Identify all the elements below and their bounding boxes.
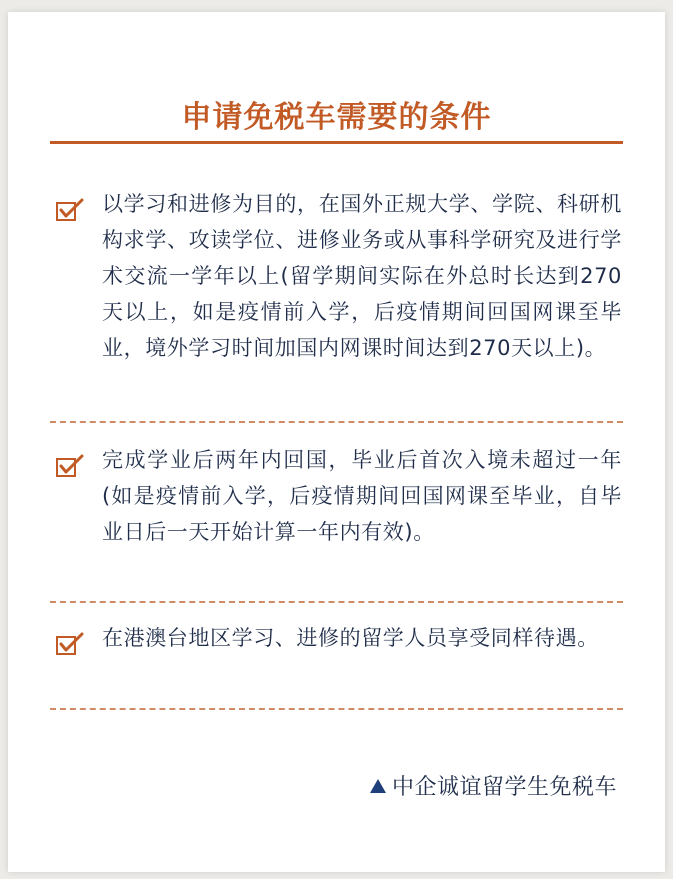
title-underline [50, 141, 623, 144]
checkbox-icon [56, 454, 84, 478]
condition-text-return: 完成学业后两年内回国，毕业后首次入境未超过一年(如是疫情前入学，后疫情期间回国网课至毕业，自毕业日后一天开始计算一年内有效)。 [102, 448, 622, 544]
checkbox-icon [56, 198, 84, 222]
condition-text-study: 以学习和进修为目的，在国外正规大学、学院、科研机构求学、攻读学位、进修业务或从事科学研究及进行学术交流一学年以上(留学期间实际在外总时长达到270天以上，如是疫情前入学，后疫情期间回国网课至毕业，境外学习时间加国内网课时间达到270天以上)。 [102, 192, 622, 360]
dashed-divider [50, 708, 623, 710]
dashed-divider [50, 421, 623, 423]
info-card [8, 12, 665, 872]
triangle-icon [370, 779, 386, 793]
footer-text: 中企诚谊留学生免税车 [391, 775, 617, 800]
page-title: 申请免税车需要的条件 [181, 100, 492, 135]
dashed-divider [50, 601, 623, 603]
checkbox-icon [56, 632, 84, 656]
footer-brand [370, 770, 617, 801]
condition-text-hk-macau-taiwan: 在港澳台地区学习、进修的留学人员享受同样待遇。 [102, 626, 599, 650]
